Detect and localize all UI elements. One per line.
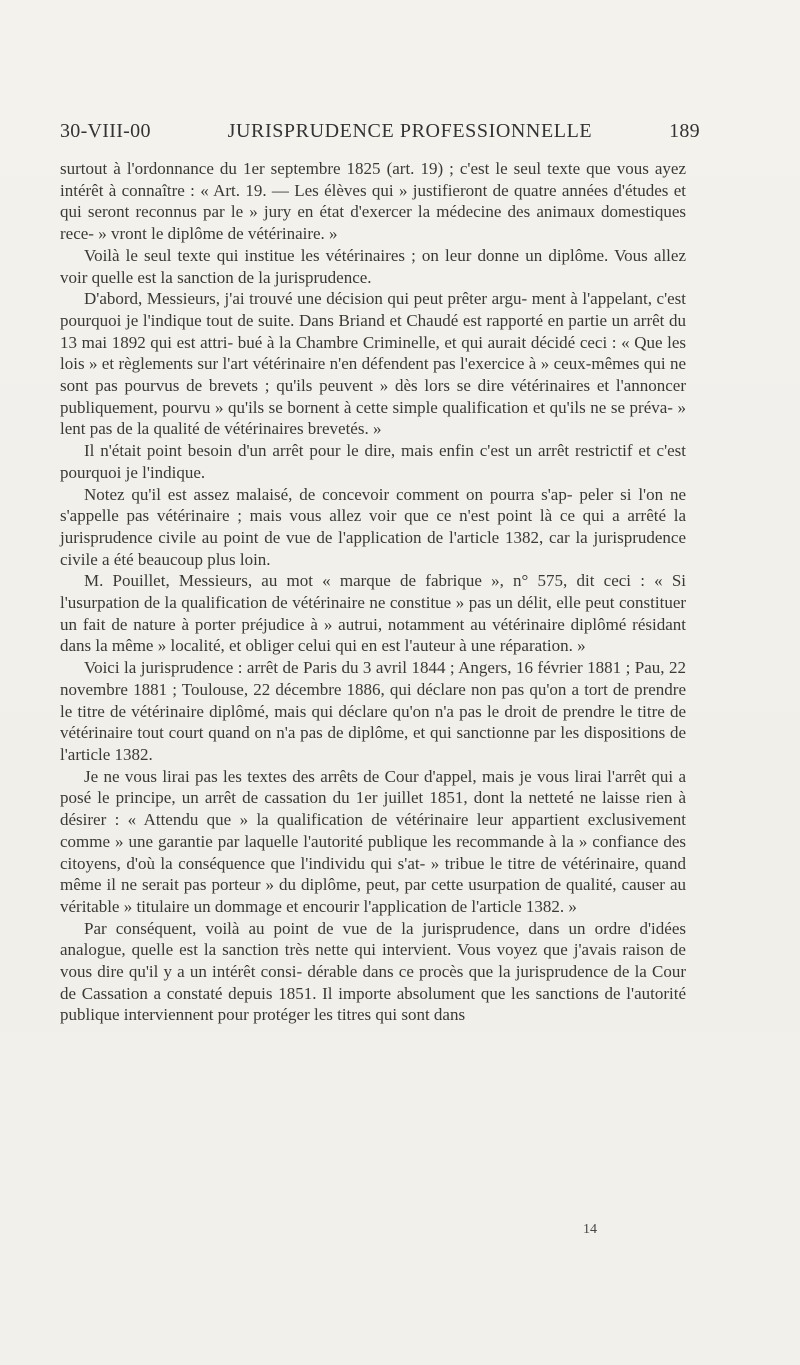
text-line: ordre d'idées analogue, quelle est la sanction très nette qui intervient. xyxy=(60,918,686,960)
header-title: JURISPRUDENCE PROFESSIONNELLE xyxy=(227,120,593,142)
text-line: D'abord, Messieurs, j'ai trouvé une décision qui peut prêter argu- xyxy=(84,289,528,309)
text-line: qui déclare non pas qu'on a tort de prendre le titre de vétérinaire xyxy=(60,679,687,721)
text-line: l'application de l'article 1382, car la jurisprudence civile a été beaucoup xyxy=(60,527,686,569)
text-line: » la qualification de vétérinaire leur appartient exclusivement comme xyxy=(60,810,686,851)
header-date: 30-VIII-00 xyxy=(60,120,151,142)
text-line: Il n'était point besoin d'un arrêt pour le dire, mais enfin c'est un arrêt xyxy=(84,441,570,461)
text-line: » tribue le titre de vétérinaire, quand même il ne serait pas porteur xyxy=(60,853,686,895)
paragraph xyxy=(60,657,686,766)
text-line: Je ne vous lirai pas les textes des arrêts de Cour d'appel, mais je xyxy=(84,766,532,786)
text-line: 16 février 1881 ; Pau, 22 novembre 1881 ; Toulouse, 22 décembre 1886, xyxy=(60,658,686,699)
text-line: point là ce qui a arrêté la jurisprudence civile au point de vue de xyxy=(60,506,686,547)
text-line: » une garantie par laquelle l'autorité publique les recommande à la xyxy=(115,831,574,851)
paragraph xyxy=(60,245,686,288)
text-line: diplôme. Vous allez voir quelle est la sanction de la jurisprudence. xyxy=(60,245,686,287)
paragraph xyxy=(60,484,686,571)
text-line: Vous voyez que j'avais raison de vous dire qu'il y a un intérêt consi- xyxy=(60,940,686,982)
signature-mark: 14 xyxy=(583,1222,597,1237)
text-line: » qu'ils se bornent à cette simple qualification et qu'ils ne se préva- xyxy=(214,397,673,417)
text-line: » du diplôme, peut, par cette usurpation de qualité, causer au véritable xyxy=(60,875,686,916)
text-line: » titulaire un dommage et encourir l'application de l'article 1382. » xyxy=(123,896,577,916)
text-line: » dès lors se dire vétérinaires et l'annoncer publiquement, pourvu xyxy=(60,376,687,417)
text-line: Par conséquent, voilà au point de vue de la jurisprudence, dans un xyxy=(84,918,586,938)
text-line: peler si l'on ne s'appelle pas vétérinaire ; mais vous allez voir que ce n'est xyxy=(60,484,686,526)
text-line: vétérinaire tout court quand on n'a pas de diplôme, et qui sanctionne xyxy=(60,723,530,743)
text-line: texte que vous ayez intérêt à connaître : « Art. 19. — Les élèves qui xyxy=(60,159,686,200)
text-line: » justifieront de quatre années d'études et qui seront reconnus par le xyxy=(60,180,686,222)
text-line: » vront le diplôme de vétérinaire. » xyxy=(98,224,338,244)
text-line: dérable dans ce procès que la jurisprudence de la Cour de Cassation xyxy=(60,962,686,1003)
text-line: » jury en état d'exercer la médecine des animaux domestiques rece- xyxy=(60,202,686,244)
text-line: » lent pas de la qualité de vétérinaires brevetés. » xyxy=(60,397,687,439)
text-line: ceci : « Si l'usurpation de la qualification de vétérinaire ne constitue xyxy=(60,571,687,613)
text-line: » autrui, notamment au vétérinaire diplômé résidant dans la même xyxy=(60,614,686,656)
text-line: 1er juillet 1851, dont la netteté ne laisse rien à désirer : « Attendu que xyxy=(60,788,687,830)
text-line: Voilà le seul texte qui institue les vétérinaires ; on leur donne un xyxy=(84,245,543,265)
text-line: plus loin. xyxy=(207,549,271,569)
page-number: 189 xyxy=(669,120,700,142)
text-line: l'autorité publique interviennent pour protéger les titres qui sont dans xyxy=(60,983,687,1025)
text-line: et Chaudé est rapporté en partie un arrêt du 13 mai 1892 qui est attri- xyxy=(60,310,686,352)
body-text xyxy=(60,158,686,1026)
text-line: Voici la jurisprudence : arrêt de Paris du 3 avril 1844 ; Angers, xyxy=(84,658,512,678)
text-line: bué à la Chambre Criminelle, et qui aurait décidé ceci : « Que les lois xyxy=(60,332,687,374)
text-line: diplômé, mais qui déclare qu'on n'a pas le droit de prendre le titre de xyxy=(209,701,687,721)
text-line: surtout à l'ordonnance du 1er septembre 1825 (art. 19) ; c'est le seul xyxy=(60,159,542,178)
text-line: par les dispositions de l'article 1382. xyxy=(60,723,686,764)
text-line: a constaté depuis 1851. Il importe absolument que les sanctions de xyxy=(153,983,621,1003)
text-line: ment à l'appelant, c'est pourquoi je l'indique tout de suite. Dans Briand xyxy=(60,289,687,330)
paragraph xyxy=(60,288,686,440)
text-line: M. Pouillet, Messieurs, au mot « marque de fabrique », n° 575, dit xyxy=(84,571,595,591)
text-line: » confiance des citoyens, d'où la conséquence que l'individu qui s'at- xyxy=(60,831,686,873)
running-header xyxy=(60,120,700,143)
text-line: » pas un délit, elle peut constituer un fait de nature à porter préjudice à xyxy=(60,593,687,634)
paragraph xyxy=(60,766,686,918)
text-line: » ceux-mêmes qui ne sont pas pourvus de brevets ; qu'ils peuvent xyxy=(60,354,687,396)
paragraph xyxy=(60,918,686,1027)
paragraph xyxy=(60,440,686,483)
text-line: vous lirai l'arrêt qui a posé le principe, un arrêt de cassation du xyxy=(60,766,687,808)
text-line: » et règlements sur l'art vétérinaire n'en défendent pas l'exercice à xyxy=(88,354,537,374)
text-line: » localité, et obliger celui qui en est l'auteur à une réparation. » xyxy=(157,636,586,656)
text-line: Notez qu'il est assez malaisé, de concevoir comment on pourra s'ap- xyxy=(84,484,573,504)
paragraph xyxy=(60,158,686,245)
text-line: restrictif et c'est pourquoi je l'indique. xyxy=(60,441,687,482)
paragraph xyxy=(60,570,686,657)
